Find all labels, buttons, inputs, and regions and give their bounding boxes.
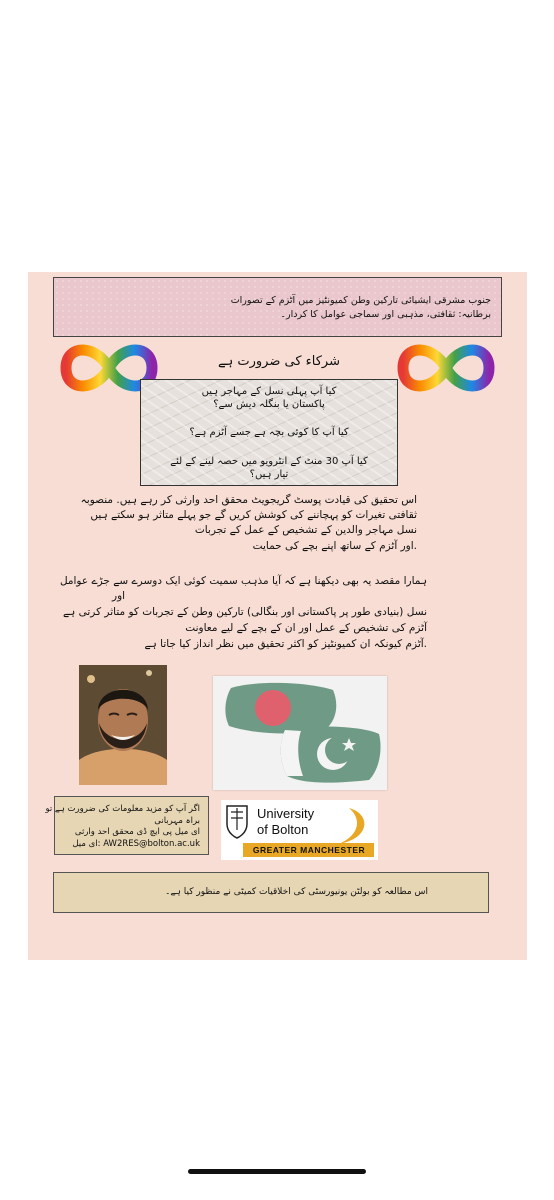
paragraph-1-line: نسل مہاجر والدین کے تشخیص کے عمل کے تجربات: [194, 524, 417, 536]
home-indicator[interactable]: [188, 1169, 366, 1174]
paragraph-1-line: ثقافتی تغیرات کو پہچاننے کی کوشش کریں گے جو پہلے متاثر ہو سکتے ہیں: [90, 509, 417, 521]
title-box: [53, 277, 502, 337]
contact-email[interactable]: AW2RES@bolton.ac.uk :ای میل: [72, 839, 200, 849]
question-line: کیا آپ کا کوئی بچہ ہے جسے آٹزم ہے؟: [189, 427, 349, 438]
paragraph-2-line: اور: [112, 590, 126, 602]
researcher-photo: [79, 665, 167, 785]
paragraph-2-line: .آٹزم کیونکہ ان کمیونٹیز کو اکثر تحقیق میں نظر انداز کیا جاتا ہے: [144, 638, 427, 650]
paragraph-2-line: ہمارا مقصد یہ بھی دیکھنا ہے کہ آیا مذہب سمیت کوئی ایک دوسرے سے جڑے عوامل: [59, 575, 427, 587]
question-line: کیا آپ پہلی نسل کے مہاجر ہیں: [201, 386, 337, 397]
contact-line: اگر آپ کو مزید معلومات کی ضرورت ہے تو: [45, 804, 200, 814]
question-line: تیار ہیں؟: [249, 469, 289, 480]
contact-line: براہ مہربانی: [154, 816, 200, 826]
university-name-line-1: University: [257, 806, 315, 821]
paragraph-1-line: .اور آٹزم کے ساتھ اپنے بچے کی حمایت: [252, 540, 417, 552]
questions-box: [140, 379, 398, 486]
paragraph-2-line: آٹزم کی تشخیص کے عمل اور ان کے بچے کے لیے معاونت: [185, 622, 427, 634]
university-region: GREATER MANCHESTER: [252, 845, 366, 855]
heading-participants-needed: شرکاء کی ضرورت ہے: [218, 354, 340, 369]
university-name-line-2: of Bolton: [257, 822, 309, 837]
contact-box: [45, 796, 209, 855]
ethics-approval-text: اس مطالعہ کو بولٹن یونیورسٹی کی اخلاقیات کمیٹی نے منظور کیا ہے۔: [165, 887, 428, 897]
paragraph-1-line: اس تحقیق کی قیادت پوسٹ گریجویٹ محقق احد وارثی کر رہے ہیں. منصوبہ: [80, 494, 417, 506]
ethics-approval-box: [53, 872, 489, 913]
university-of-bolton-logo: [221, 800, 378, 860]
contact-line: ای میل پی ایچ ڈی محقق احد وارثی: [74, 827, 200, 837]
question-line: کیا آپ 30 منٹ کے انٹرویو میں حصہ لینے کے لئے: [170, 456, 368, 467]
poster: [28, 272, 527, 960]
paragraph-2-line: نسل (بنیادی طور پر پاکستانی اور بنگالی) تارکین وطن کے تجربات کو متاثر کرتی ہے: [62, 606, 427, 618]
question-line: پاکستان یا بنگلہ دیش سے؟: [213, 399, 325, 410]
title-line-1: جنوب مشرقی ایشیائی تارکین وطن کمیونٹیز میں آٹزم کے تصورات: [230, 295, 491, 306]
title-line-2: برطانیہ: ثقافتی، مذہبی اور سماجی عوامل کا کردار۔: [280, 309, 491, 320]
flags-image: [213, 676, 387, 790]
infinity-right-icon: [391, 338, 501, 398]
